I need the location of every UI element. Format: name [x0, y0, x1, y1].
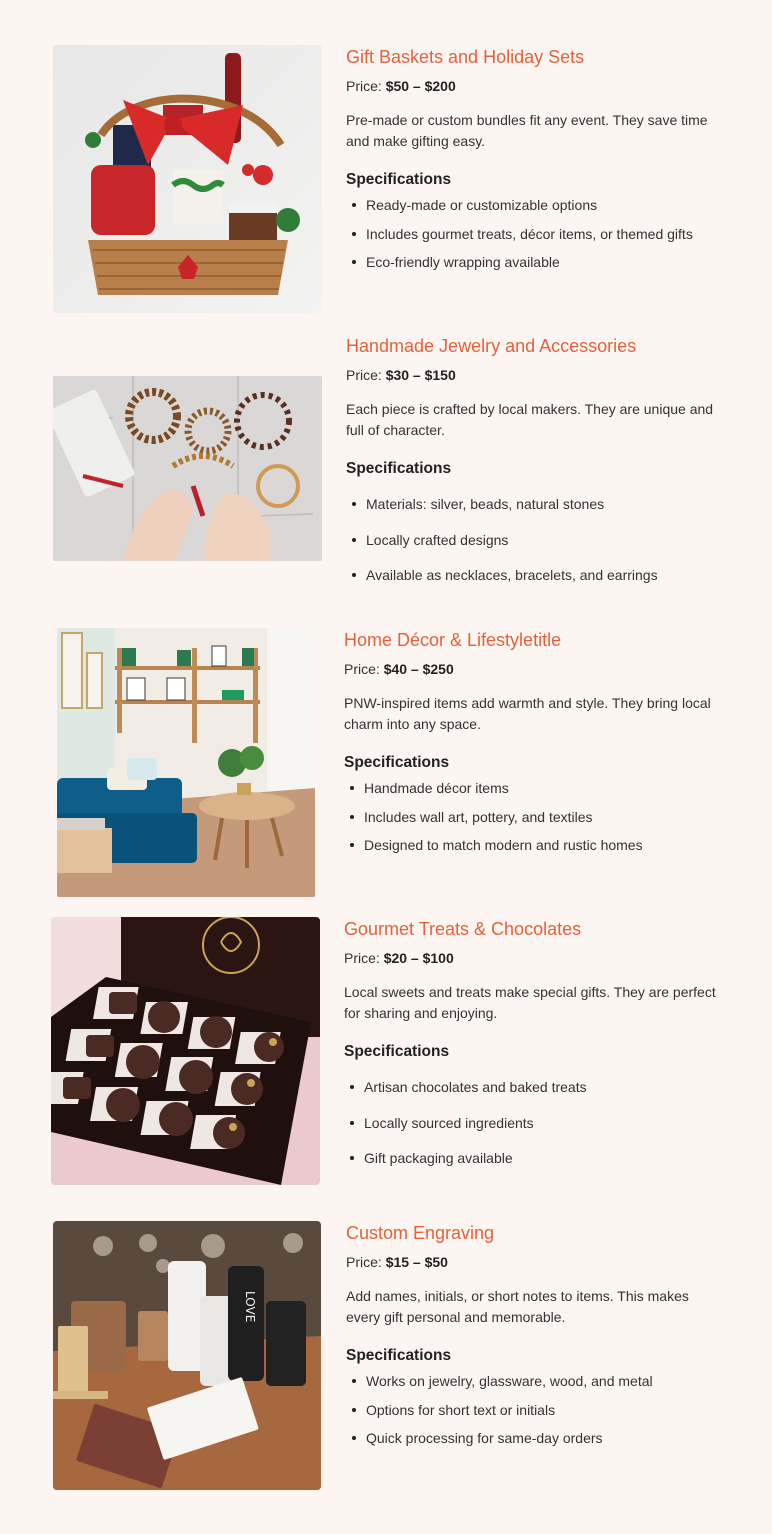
product-description: Each piece is crafted by local makers. They are unique and full of character.	[346, 401, 714, 438]
chocolate-box-illustration	[51, 917, 320, 1185]
specifications-heading: Specifications	[344, 1043, 450, 1060]
product-title: Gourmet Treats & Chocolates	[344, 919, 582, 939]
spec-item: Handmade décor items	[344, 779, 724, 797]
spec-item: Designed to match modern and rustic homes	[344, 836, 724, 854]
spec-item: Quick processing for same-day orders	[346, 1429, 726, 1447]
product-details	[344, 918, 724, 1185]
specifications-list	[346, 495, 726, 584]
specifications-heading: Specifications	[346, 460, 452, 477]
product-details	[346, 1222, 726, 1458]
price-label: Price:	[346, 367, 382, 383]
specifications-heading: Specifications	[346, 1347, 452, 1364]
product-description: PNW-inspired items add warmth and style. They bring local charm into any space.	[344, 695, 711, 732]
spec-item: Ready-made or customizable options	[346, 196, 726, 214]
product-title: Custom Engraving	[346, 1223, 495, 1243]
spec-item: Includes wall art, pottery, and textiles	[344, 808, 724, 826]
spec-item: Artisan chocolates and baked treats	[344, 1078, 724, 1096]
spec-item: Materials: silver, beads, natural stones	[346, 495, 726, 513]
product-description: Local sweets and treats make special gifts. They are perfect for sharing and enjoying.	[344, 984, 716, 1021]
product-image-chocolates[interactable]	[51, 917, 320, 1185]
spec-item: Eco-friendly wrapping available	[346, 253, 726, 271]
product-image-gift-basket[interactable]	[53, 45, 322, 313]
product-details	[346, 46, 726, 282]
spec-item: Works on jewelry, glassware, wood, and metal	[346, 1372, 726, 1390]
product-title: Home Décor & Lifestyletitle	[344, 630, 562, 650]
price-label: Price:	[346, 1254, 382, 1270]
price-range: $30 – $150	[385, 367, 456, 383]
engraved-items-illustration	[53, 1221, 321, 1490]
product-title: Handmade Jewelry and Accessories	[346, 336, 637, 356]
product-image-home-decor[interactable]	[57, 628, 315, 897]
specifications-list	[346, 1372, 726, 1447]
product-price	[346, 1253, 726, 1271]
jewelry-crafting-illustration	[53, 376, 322, 561]
product-description: Add names, initials, or short notes to items. This makes every gift personal and memorable.	[346, 1288, 689, 1325]
product-price	[344, 660, 724, 678]
specifications-heading: Specifications	[346, 171, 452, 188]
spec-item: Includes gourmet treats, décor items, or themed gifts	[346, 225, 726, 243]
product-price	[346, 77, 726, 95]
price-range: $20 – $100	[383, 950, 454, 966]
price-range: $15 – $50	[385, 1254, 448, 1270]
living-room-illustration	[57, 628, 315, 897]
spec-item: Available as necklaces, bracelets, and earrings	[346, 566, 726, 584]
specifications-heading: Specifications	[344, 754, 450, 771]
product-image-engraving[interactable]	[53, 1221, 321, 1490]
gift-basket-illustration	[53, 45, 322, 313]
product-price	[346, 366, 726, 384]
svg-text:LOVE: LOVE	[243, 1291, 257, 1323]
product-title: Gift Baskets and Holiday Sets	[346, 47, 585, 67]
spec-item: Options for short text or initials	[346, 1401, 726, 1419]
price-range: $50 – $200	[385, 78, 456, 94]
price-range: $40 – $250	[383, 661, 454, 677]
specifications-list	[344, 779, 724, 854]
price-label: Price:	[344, 661, 380, 677]
product-details	[346, 335, 726, 588]
spec-item: Gift packaging available	[344, 1149, 724, 1167]
product-details	[344, 629, 724, 865]
specifications-list	[344, 1078, 724, 1167]
product-price	[344, 949, 724, 967]
specifications-list	[346, 196, 726, 271]
product-description: Pre-made or custom bundles fit any event. They save time and make gifting easy.	[346, 112, 708, 149]
price-label: Price:	[344, 950, 380, 966]
spec-item: Locally sourced ingredients	[344, 1114, 724, 1132]
price-label: Price:	[346, 78, 382, 94]
product-image-jewelry[interactable]	[53, 376, 322, 561]
spec-item: Locally crafted designs	[346, 531, 726, 549]
